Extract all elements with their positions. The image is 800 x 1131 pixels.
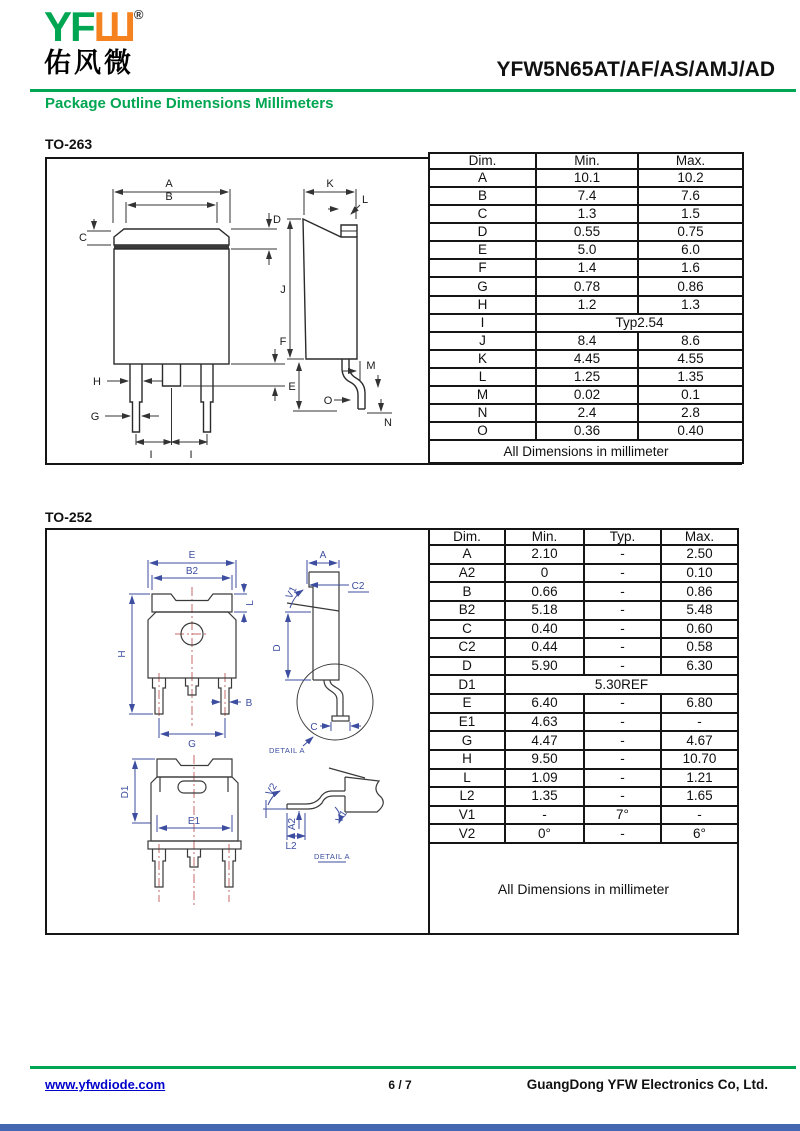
- table-cell: L2: [429, 787, 505, 806]
- table-row: [429, 368, 743, 386]
- table-cell: 4.67: [661, 731, 738, 750]
- logo-chinese-name: 佑风微: [44, 48, 134, 78]
- dim-label-h: H: [117, 650, 128, 658]
- table-cell: A: [429, 545, 505, 564]
- table-cell: 0.10: [661, 564, 738, 583]
- table-cell: 7.6: [638, 187, 743, 205]
- table-header: [429, 529, 738, 545]
- table-cell: -: [584, 731, 661, 750]
- table-cell: 6.30: [661, 657, 738, 676]
- page-title: Package Outline Dimensions Millimeters: [45, 95, 334, 112]
- table-cell: N: [429, 404, 536, 422]
- table-row: [429, 564, 738, 583]
- footer-divider: [30, 1066, 796, 1069]
- table-row: [429, 404, 743, 422]
- table-cell: Typ2.54: [536, 314, 743, 332]
- table-row: [429, 205, 743, 223]
- table-cell: -: [584, 824, 661, 843]
- table-cell: 0.58: [661, 638, 738, 657]
- table-cell: 6.40: [505, 694, 584, 713]
- table-cell: 5.48: [661, 601, 738, 620]
- table-cell: -: [584, 750, 661, 769]
- table-cell: 10.1: [536, 169, 638, 187]
- table-cell: -: [584, 787, 661, 806]
- table-row: [429, 638, 738, 657]
- dim-label-e: E: [288, 381, 296, 393]
- table-cell: -: [584, 657, 661, 676]
- dim-label-b2: B2: [185, 566, 199, 577]
- table-cell: 1.5: [638, 205, 743, 223]
- table-cell: 0.02: [536, 386, 638, 404]
- to263-side-dimensions: [280, 178, 392, 429]
- table-cell: 0.78: [536, 277, 638, 295]
- table-cell: -: [584, 582, 661, 601]
- dim-label-c: C: [79, 232, 87, 244]
- dim-label-b: B: [245, 698, 253, 709]
- table-row: [429, 259, 743, 277]
- table-cell: 0.86: [638, 277, 743, 295]
- dim-label-d1: D1: [120, 785, 131, 799]
- table-cell: A2: [429, 564, 505, 583]
- table-row: [429, 386, 743, 404]
- table-row: [429, 277, 743, 295]
- dim-label-i2: I: [189, 449, 193, 461]
- table-cell: C2: [429, 638, 505, 657]
- col-header-dim: Dim.: [429, 529, 505, 545]
- table-cell: O: [429, 422, 536, 440]
- table-cell: 5.90: [505, 657, 584, 676]
- table-cell: 2.50: [661, 545, 738, 564]
- to252-detail-view: [287, 768, 383, 812]
- table-cell: 9.50: [505, 750, 584, 769]
- col-header-min: Min.: [505, 529, 584, 545]
- table-cell: 1.09: [505, 769, 584, 788]
- table-cell: 0.40: [505, 620, 584, 639]
- detail-a-label: DETAIL A: [313, 852, 351, 861]
- table-cell: 4.63: [505, 713, 584, 732]
- table-cell: 5.18: [505, 601, 584, 620]
- table-cell: 8.6: [638, 332, 743, 350]
- table-cell: H: [429, 296, 536, 314]
- logo-wordmark: [44, 3, 144, 50]
- table-body: [429, 545, 738, 843]
- table-cell: 2.10: [505, 545, 584, 564]
- dim-label-d: D: [272, 644, 283, 652]
- table-row: [429, 582, 738, 601]
- col-header-dim: Dim.: [429, 153, 536, 169]
- dim-label-h: H: [93, 376, 101, 388]
- part-number-title: YFW5N65AT/AF/AS/AMJ/AD: [496, 58, 775, 81]
- table-cell: L: [429, 769, 505, 788]
- dim-label-f: F: [279, 336, 287, 348]
- table-row: [429, 241, 743, 259]
- table-body: [429, 169, 743, 440]
- table-row: [429, 769, 738, 788]
- table-cell: 6°: [661, 824, 738, 843]
- dim-label-v2: V2: [263, 781, 280, 798]
- dim-label-a: A: [319, 550, 327, 561]
- to263-dimension-table: [428, 152, 744, 464]
- table-cell: 6.0: [638, 241, 743, 259]
- table-cell: E: [429, 241, 536, 259]
- header-divider: [30, 89, 796, 92]
- dim-label-l: L: [245, 600, 256, 606]
- table-cell: -: [584, 694, 661, 713]
- table-cell: 4.47: [505, 731, 584, 750]
- table-footer-note: All Dimensions in millimeter: [429, 440, 743, 463]
- dim-label-g: G: [188, 739, 196, 750]
- table-cell: H: [429, 750, 505, 769]
- table-row: [429, 675, 738, 694]
- table-cell: 1.3: [638, 296, 743, 314]
- table-cell: C: [429, 205, 536, 223]
- table-row: [429, 422, 743, 440]
- table-cell: -: [584, 769, 661, 788]
- col-header-min: Min.: [536, 153, 638, 169]
- table-cell: 8.4: [536, 332, 638, 350]
- table-cell: -: [584, 601, 661, 620]
- table-cell: 6.80: [661, 694, 738, 713]
- page-number: 6 / 7: [388, 1078, 412, 1092]
- table-cell: 5.30REF: [505, 675, 738, 694]
- table-row: [429, 223, 743, 241]
- table-cell: G: [429, 277, 536, 295]
- table-cell: 1.35: [505, 787, 584, 806]
- table-row: [429, 601, 738, 620]
- table-cell: 1.35: [638, 368, 743, 386]
- table-cell: 0°: [505, 824, 584, 843]
- table-cell: E: [429, 694, 505, 713]
- table-cell: -: [584, 620, 661, 639]
- table-row: [429, 332, 743, 350]
- table-cell: 0.40: [638, 422, 743, 440]
- table-cell: M: [429, 386, 536, 404]
- dim-label-l: L: [361, 194, 369, 206]
- table-row: [429, 750, 738, 769]
- table-cell: -: [584, 638, 661, 657]
- dim-label-g: G: [90, 411, 100, 423]
- table-cell: 5.0: [536, 241, 638, 259]
- table-cell: -: [584, 545, 661, 564]
- table-row: [429, 296, 743, 314]
- company-logo: [44, 3, 144, 78]
- table-cell: B: [429, 187, 536, 205]
- table-cell: 0.86: [661, 582, 738, 601]
- table-cell: 4.45: [536, 350, 638, 368]
- dim-label-c2: C2: [351, 581, 365, 592]
- table-cell: V1: [429, 806, 505, 825]
- table-cell: 0.66: [505, 582, 584, 601]
- table-cell: 1.4: [536, 259, 638, 277]
- dim-label-i: I: [149, 449, 153, 461]
- dim-label-o: O: [323, 395, 333, 407]
- to252-dimension-table: [428, 528, 739, 935]
- dim-label-n: N: [384, 417, 392, 429]
- dim-label-d: D: [273, 214, 281, 226]
- dim-label-m: M: [366, 360, 376, 372]
- dim-label-a: A: [165, 178, 173, 190]
- table-row: [429, 350, 743, 368]
- table-cell: F: [429, 259, 536, 277]
- table-cell: 0.1: [638, 386, 743, 404]
- to263-side-view: [303, 219, 365, 409]
- table-cell: -: [505, 806, 584, 825]
- table-cell: B2: [429, 601, 505, 620]
- table-header: [429, 153, 743, 169]
- table-cell: G: [429, 731, 505, 750]
- table-row: [429, 545, 738, 564]
- table-cell: L: [429, 368, 536, 386]
- table-cell: -: [661, 713, 738, 732]
- table-cell: A: [429, 169, 536, 187]
- table-cell: -: [584, 713, 661, 732]
- table-row: [429, 806, 738, 825]
- table-cell: 4.55: [638, 350, 743, 368]
- table-cell: J: [429, 332, 536, 350]
- table-cell: E1: [429, 713, 505, 732]
- table-row: [429, 620, 738, 639]
- table-row: [429, 731, 738, 750]
- table-cell: 2.4: [536, 404, 638, 422]
- dim-label-j: J: [280, 284, 286, 296]
- table-cell: 2.8: [638, 404, 743, 422]
- table-row: [429, 169, 743, 187]
- table-row: [429, 713, 738, 732]
- table-cell: 1.2: [536, 296, 638, 314]
- table-cell: D1: [429, 675, 505, 694]
- table-cell: C: [429, 620, 505, 639]
- table-footer-row: [429, 843, 738, 934]
- table-row: [429, 187, 743, 205]
- table-cell: 1.21: [661, 769, 738, 788]
- table-cell: 7.4: [536, 187, 638, 205]
- table-cell: 10.2: [638, 169, 743, 187]
- table-row: [429, 694, 738, 713]
- logo-w-icon: Ш: [93, 3, 134, 50]
- to263-front-dimensions: [79, 178, 287, 461]
- dim-label-e: E: [188, 550, 196, 561]
- table-cell: 0.75: [638, 223, 743, 241]
- table-cell: D: [429, 657, 505, 676]
- table-row: [429, 657, 738, 676]
- table-cell: 0.36: [536, 422, 638, 440]
- table-row: [429, 787, 738, 806]
- table-cell: D: [429, 223, 536, 241]
- table-footer-row: [429, 440, 743, 463]
- table-cell: I: [429, 314, 536, 332]
- logo-yf-text: YF: [44, 3, 94, 50]
- company-name: GuangDong YFW Electronics Co, Ltd.: [526, 1077, 768, 1092]
- table-cell: K: [429, 350, 536, 368]
- to252-drawing: [47, 530, 430, 933]
- to263-section-label: TO-263: [45, 136, 93, 152]
- detail-a-callout: DETAIL A: [268, 746, 306, 755]
- table-footer-note: All Dimensions in millimeter: [429, 843, 738, 934]
- table-cell: B: [429, 582, 505, 601]
- table-cell: 0.55: [536, 223, 638, 241]
- table-cell: 1.25: [536, 368, 638, 386]
- table-row: [429, 824, 738, 843]
- table-cell: 7°: [584, 806, 661, 825]
- table-cell: 1.3: [536, 205, 638, 223]
- table-cell: 0.44: [505, 638, 584, 657]
- dim-label-c: C: [310, 722, 318, 733]
- dim-label-k: K: [326, 178, 334, 190]
- dim-label-l2: L2: [285, 841, 297, 852]
- table-cell: 1.6: [638, 259, 743, 277]
- footer-color-bar: [0, 1124, 800, 1131]
- table-cell: -: [584, 564, 661, 583]
- col-header-max: Max.: [661, 529, 738, 545]
- dim-label-v1-top: V1: [284, 584, 300, 601]
- table-row: [429, 314, 743, 332]
- website-link[interactable]: www.yfwdiode.com: [45, 1077, 166, 1092]
- dim-label-b: B: [165, 191, 173, 203]
- table-cell: 1.65: [661, 787, 738, 806]
- col-header-max: Max.: [638, 153, 743, 169]
- to252-side-view: [287, 572, 373, 740]
- table-cell: 0: [505, 564, 584, 583]
- table-cell: -: [661, 806, 738, 825]
- dim-label-v1-detail: V1: [333, 808, 350, 825]
- table-cell: 10.70: [661, 750, 738, 769]
- to252-section-label: TO-252: [45, 509, 93, 525]
- dim-label-e1: E1: [187, 816, 201, 827]
- dim-label-a2: A2: [287, 817, 298, 831]
- table-cell: V2: [429, 824, 505, 843]
- registered-trademark-icon: ®: [133, 7, 144, 22]
- col-header-typ: Typ.: [584, 529, 661, 545]
- to263-drawing: [47, 159, 430, 462]
- table-cell: 0.60: [661, 620, 738, 639]
